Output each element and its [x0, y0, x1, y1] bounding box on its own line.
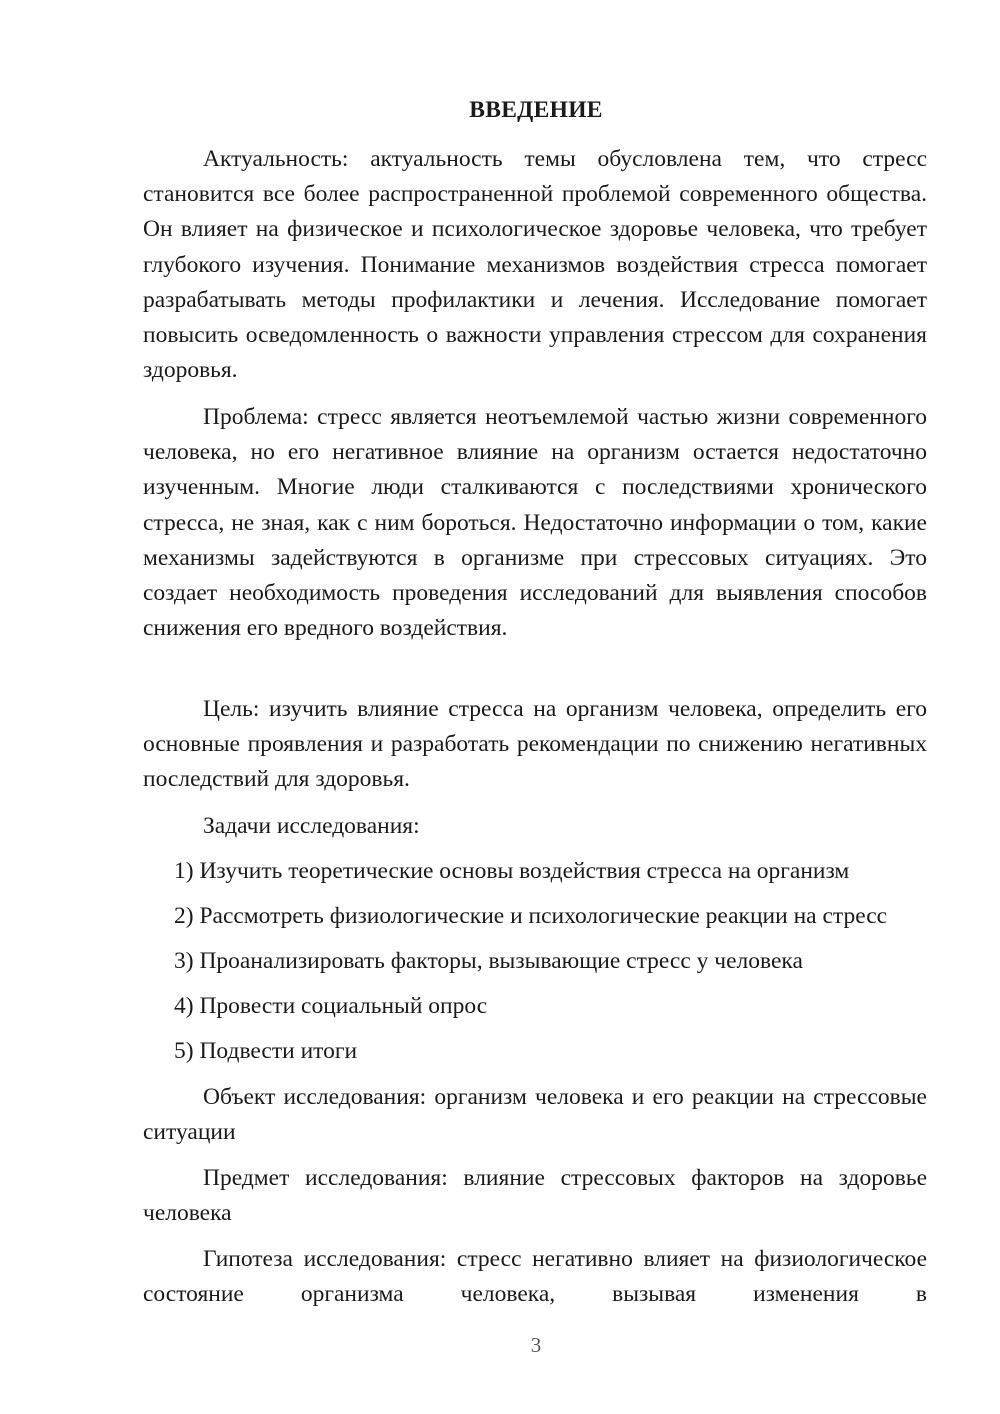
hypothesis-paragraph: Гипотеза исследования: стресс негативно влияет на физиологическое состояние организма человека, вызывая изменения в [143, 1246, 927, 1308]
relevance-paragraph: Актуальность: актуальность темы обусловлена тем, что стресс становится все более распространенной проблемой современного общества. Он влияет на физическое и психологическое здоровье человека, что требует глубокого изучения. Понимание механизмов воздействия стресса помогает разрабатывать методы профилактики и лечения. Исследование помогает повысить осведомленность о важности управления стрессом для сохранения здоровья. [143, 146, 927, 384]
task-item-5: 5) Подвести итоги [174, 1038, 358, 1064]
task-item-4: 4) Провести социальный опрос [174, 993, 488, 1019]
problem-paragraph: Проблема: стресс является неотъемлемой частью жизни современного человека, но его негативное влияние на организм остается недостаточно изученным. Многие люди сталкиваются с последствиями хронического стресса, не зная, как с ним бороться. Недостаточно информации о том, какие механизмы задействуются в организме при стрессовых ситуациях. Это создает необходимость проведения исследований для выявления способов снижения его вредного воздействия. [143, 404, 927, 642]
subject-paragraph: Предмет исследования: влияние стрессовых факторов на здоровье человека [143, 1165, 927, 1227]
goal-paragraph: Цель: изучить влияние стресса на организм человека, определить его основные проявления и разработать рекомендации по снижению негативных последствий для здоровья. [143, 696, 927, 793]
object-paragraph: Объект исследования: организм человека и его реакции на стрессовые ситуации [143, 1084, 927, 1146]
task-item-1: 1) Изучить теоретические основы воздействия стресса на организм [174, 858, 850, 884]
tasks-label: Задачи исследования: [203, 813, 420, 839]
task-item-2: 2) Рассмотреть физиологические и психологические реакции на стресс [174, 903, 888, 929]
task-item-3: 3) Проанализировать факторы, вызывающие стресс у человека [174, 948, 803, 974]
section-heading: ВВЕДЕНИЕ [469, 97, 603, 123]
page-number: 3 [530, 1333, 542, 1357]
